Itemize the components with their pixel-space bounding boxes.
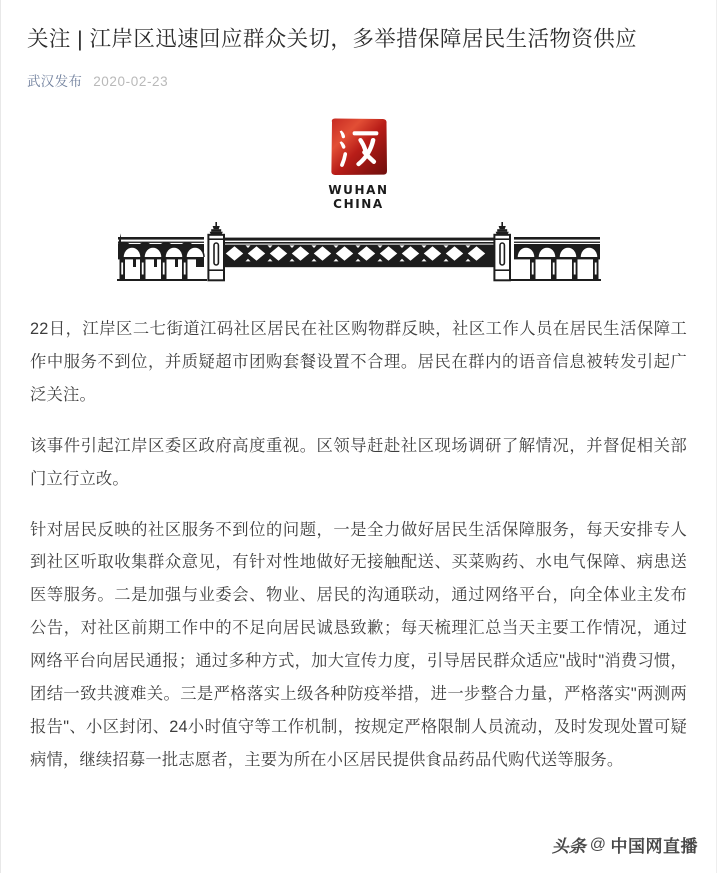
wuhan-china-logo: [1, 116, 716, 211]
logo-wordmark: [328, 184, 388, 211]
watermark-account: 中国网直播: [610, 837, 698, 856]
watermark: [552, 832, 698, 857]
article-header: [1, 0, 716, 90]
logo-wordmark-line-1: WUHAN: [328, 182, 389, 198]
wuhan-yangtze-river-bridge-icon: [114, 221, 604, 283]
byline-source: 武汉发布: [27, 74, 83, 90]
logo-wordmark-line-2: CHINA: [333, 196, 384, 211]
page-title: 关注 | 江岸区迅速回应群众关切，多举措保障居民生活物资供应: [27, 27, 638, 51]
watermark-platform: 头条: [551, 837, 586, 856]
body-paragraph: 针对居民反映的社区服务不到位的问题，一是全力做好居民生活保障服务，每天安排专人到社区听取收集群众意见，有针对性地做好无接触配送、买菜购药、水电气保障、病患送医等服务。二是加强与业委会、物业、居民的沟通联动，通过网络平台，向全体业主发布公告，对社区前期工作中的不足向居民诚恳致歉；每天梳理汇总当天主要工作情况，通过网络平台向居民通报；通过多种方式，加大宣传力度，引导居民群众适应"战时"消费习惯，团结一致共渡难关。三是严格落实上级各种防疫举措，进一步整合力量，严格落实"两测两报告"、小区封闭、24小时值守等工作机制，按规定严格限制人员流动，及时发现处置可疑病情，继续招募一批志愿者，主要为所在小区居民提供食品药品代购代送等服务。: [30, 520, 687, 769]
watermark-at-symbol: @: [589, 835, 607, 853]
byline-date: 2020-02-23: [93, 74, 169, 90]
bridge-illustration: [1, 221, 716, 283]
body-paragraph: 该事件引起江岸区委区政府高度重视。区领导赶赴社区现场调研了解情况，并督促相关部门立行立改。: [30, 436, 687, 488]
byline: [27, 70, 690, 90]
article-body: [1, 283, 716, 777]
wuhan-seal-icon: [328, 116, 390, 178]
body-paragraph: 22日，江岸区二七街道江码社区居民在社区购物群反映，社区工作人员在居民生活保障工作中服务不到位，并质疑超市团购套餐设置不合理。居民在群内的语音信息被转发引起广泛关注。: [30, 320, 687, 404]
